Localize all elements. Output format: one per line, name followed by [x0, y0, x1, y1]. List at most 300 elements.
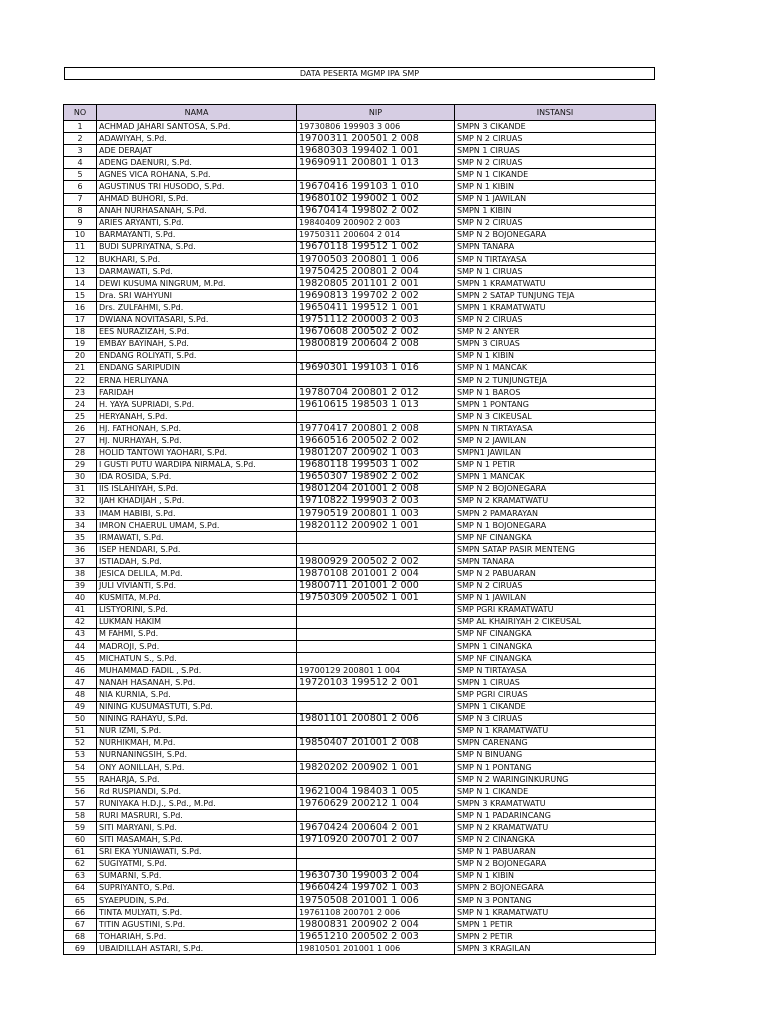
name-cell: MADROJI, S.Pd.	[97, 641, 297, 653]
nip-cell: 19720103 199512 2 001	[297, 677, 455, 689]
name-cell: DARMAWATI, S.Pd.	[97, 266, 297, 278]
nip-cell: 19650307 198902 2 002	[297, 471, 455, 483]
nip-cell	[297, 532, 455, 544]
nip-cell: 19680102 199002 1 002	[297, 193, 455, 205]
instansi-cell: SMP N 2 BOJONEGARA	[455, 858, 656, 870]
row-number-cell: 20	[64, 350, 97, 362]
nip-cell: 19780704 200801 2 012	[297, 387, 455, 399]
name-cell: TINTA MULYATI, S.Pd.	[97, 907, 297, 919]
instansi-cell: SMP N 2 BOJONEGARA	[455, 483, 656, 495]
name-cell: HOLID TANTOWI YAOHARI, S.Pd.	[97, 447, 297, 459]
row-number-cell: 32	[64, 495, 97, 507]
instansi-cell: SMP N 2 KRAMATWATU	[455, 822, 656, 834]
table-row	[64, 665, 656, 677]
table-row	[64, 798, 656, 810]
instansi-cell: SMP N 3 CIRUAS	[455, 713, 656, 725]
row-number-cell: 34	[64, 520, 97, 532]
row-number-cell: 59	[64, 822, 97, 834]
name-cell: NURHIKMAH, M.Pd.	[97, 737, 297, 749]
row-number-cell: 53	[64, 749, 97, 761]
row-number-cell: 36	[64, 544, 97, 556]
nip-cell	[297, 810, 455, 822]
name-cell: Dra. SRI WAHYUNI	[97, 290, 297, 302]
instansi-cell: SMP N 1 BOJONEGARA	[455, 520, 656, 532]
table-row	[64, 580, 656, 592]
table-row	[64, 145, 656, 157]
name-cell: SUGIYATMI, S.Pd.	[97, 858, 297, 870]
nip-cell: 19820112 200902 1 001	[297, 520, 455, 532]
row-number-cell: 51	[64, 725, 97, 737]
table-row	[64, 399, 656, 411]
table-row	[64, 181, 656, 193]
nip-cell: 19621004 198403 1 005	[297, 786, 455, 798]
row-number-cell: 1	[64, 121, 97, 133]
instansi-cell: SMPN 1 MANCAK	[455, 471, 656, 483]
nip-cell	[297, 350, 455, 362]
table-row	[64, 350, 656, 362]
instansi-cell: SMP N 2 CINANGKA	[455, 834, 656, 846]
table-row	[64, 749, 656, 761]
nip-cell: 19750311 200604 2 014	[297, 229, 455, 241]
instansi-cell: SMP N 2 CIRUAS	[455, 133, 656, 145]
name-cell: SITI MASAMAH, S.Pd.	[97, 834, 297, 846]
row-number-cell: 39	[64, 580, 97, 592]
instansi-cell: SMP N 1 KRAMATWATU	[455, 907, 656, 919]
table-row	[64, 870, 656, 882]
instansi-cell: SMP N 1 CIKANDE	[455, 786, 656, 798]
name-cell: ISTIADAH, S.Pd.	[97, 556, 297, 568]
nip-cell: 19610615 198503 1 013	[297, 399, 455, 411]
instansi-cell: SMP N 1 BAROS	[455, 387, 656, 399]
row-number-cell: 64	[64, 882, 97, 894]
table-row	[64, 205, 656, 217]
name-cell: TOHARIAH, S.Pd.	[97, 931, 297, 943]
instansi-cell: SMP N 1 JAWILAN	[455, 193, 656, 205]
nip-cell: 19750425 200801 2 004	[297, 266, 455, 278]
name-cell: MICHATUN S., S.Pd.	[97, 653, 297, 665]
row-number-cell: 40	[64, 592, 97, 604]
instansi-cell: SMP N 1 PADARINCANG	[455, 810, 656, 822]
nip-cell	[297, 858, 455, 870]
instansi-cell: SMP N 2 WARINGINKURUNG	[455, 774, 656, 786]
nip-cell	[297, 774, 455, 786]
row-number-cell: 47	[64, 677, 97, 689]
instansi-cell: SMP PGRI CIRUAS	[455, 689, 656, 701]
row-number-cell: 3	[64, 145, 97, 157]
row-number-cell: 55	[64, 774, 97, 786]
table-row	[64, 592, 656, 604]
instansi-cell: SMPN 3 CIKANDE	[455, 121, 656, 133]
instansi-cell: SMPN SATAP PASIR MENTENG	[455, 544, 656, 556]
instansi-cell: SMP N 1 PETIR	[455, 459, 656, 471]
nip-cell: 19800819 200604 2 008	[297, 338, 455, 350]
nip-cell: 19770417 200801 2 008	[297, 423, 455, 435]
name-cell: BUKHARI, S.Pd.	[97, 254, 297, 266]
nip-cell: 19670414 199802 2 002	[297, 205, 455, 217]
column-header-no: NO	[64, 105, 97, 121]
instansi-cell: SMPN TANARA	[455, 241, 656, 253]
table-row	[64, 508, 656, 520]
nip-cell: 19751112 200003 2 003	[297, 314, 455, 326]
name-cell: LUKMAN HAKIM	[97, 616, 297, 628]
table-row	[64, 822, 656, 834]
name-cell: BARMAYANTI, S.Pd.	[97, 229, 297, 241]
nip-cell: 19700311 200501 2 008	[297, 133, 455, 145]
name-cell: AGUSTINUS TRI HUSODO, S.Pd.	[97, 181, 297, 193]
nip-cell: 19801207 200902 1 003	[297, 447, 455, 459]
name-cell: AGNES VICA ROHANA, S.Pd.	[97, 169, 297, 181]
instansi-cell: SMP N 2 CIRUAS	[455, 314, 656, 326]
table-row	[64, 725, 656, 737]
table-row	[64, 532, 656, 544]
name-cell: ACHMAD JAHARI SANTOSA, S.Pd.	[97, 121, 297, 133]
nip-cell: 19670608 200502 2 002	[297, 326, 455, 338]
row-number-cell: 63	[64, 870, 97, 882]
name-cell: KUSMITA, M.Pd.	[97, 592, 297, 604]
instansi-cell: SMP N 2 CIRUAS	[455, 157, 656, 169]
name-cell: TITIN AGUSTINI, S.Pd.	[97, 919, 297, 931]
row-number-cell: 23	[64, 387, 97, 399]
table-row	[64, 133, 656, 145]
nip-cell: 19750309 200502 1 001	[297, 592, 455, 604]
document-title: DATA PESERTA MGMP IPA SMP	[64, 67, 655, 80]
row-number-cell: 67	[64, 919, 97, 931]
row-number-cell: 50	[64, 713, 97, 725]
row-number-cell: 43	[64, 628, 97, 640]
row-number-cell: 24	[64, 399, 97, 411]
table-row	[64, 701, 656, 713]
nip-cell	[297, 749, 455, 761]
instansi-cell: SMP N 2 BOJONEGARA	[455, 229, 656, 241]
table-row	[64, 121, 656, 133]
nip-cell	[297, 641, 455, 653]
nip-cell	[297, 411, 455, 423]
table-row	[64, 544, 656, 556]
row-number-cell: 4	[64, 157, 97, 169]
name-cell: ADAWIYAH, S.Pd.	[97, 133, 297, 145]
row-number-cell: 68	[64, 931, 97, 943]
name-cell: SUMARNI, S.Pd.	[97, 870, 297, 882]
nip-cell: 19670118 199512 1 002	[297, 241, 455, 253]
row-number-cell: 22	[64, 374, 97, 386]
instansi-cell: SMP NF CINANGKA	[455, 532, 656, 544]
table-row	[64, 786, 656, 798]
nip-cell: 19680118 199503 1 002	[297, 459, 455, 471]
row-number-cell: 19	[64, 338, 97, 350]
instansi-cell: SMP N 2 KRAMATWATU	[455, 495, 656, 507]
nip-cell: 19850407 201001 2 008	[297, 737, 455, 749]
participant-table	[63, 104, 656, 955]
name-cell: EES NURAZIZAH, S.Pd.	[97, 326, 297, 338]
name-cell: DEWI KUSUMA NINGRUM, M.Pd.	[97, 278, 297, 290]
table-row	[64, 556, 656, 568]
name-cell: I GUSTI PUTU WARDIPA NIRMALA, S.Pd.	[97, 459, 297, 471]
nip-cell	[297, 846, 455, 858]
nip-cell: 19651210 200502 2 003	[297, 931, 455, 943]
instansi-cell: SMPN1 JAWILAN	[455, 447, 656, 459]
instansi-cell: SMP N 3 CIKEUSAL	[455, 411, 656, 423]
instansi-cell: SMP N 2 TUNJUNGTEJA	[455, 374, 656, 386]
instansi-cell: SMP N 2 JAWILAN	[455, 435, 656, 447]
instansi-cell: SMP N 1 CIRUAS	[455, 266, 656, 278]
table-row	[64, 616, 656, 628]
row-number-cell: 21	[64, 362, 97, 374]
nip-cell: 19690301 199103 1 016	[297, 362, 455, 374]
row-number-cell: 65	[64, 895, 97, 907]
name-cell: DWIANA NOVITASARI, S.Pd.	[97, 314, 297, 326]
table-row	[64, 495, 656, 507]
name-cell: M FAHMI, S.Pd.	[97, 628, 297, 640]
row-number-cell: 69	[64, 943, 97, 955]
instansi-cell: SMPN 1 PETIR	[455, 919, 656, 931]
row-number-cell: 7	[64, 193, 97, 205]
nip-cell: 19670416 199103 1 010	[297, 181, 455, 193]
table-row	[64, 241, 656, 253]
table-row	[64, 931, 656, 943]
name-cell: EMBAY BAYINAH, S.Pd.	[97, 338, 297, 350]
row-number-cell: 46	[64, 665, 97, 677]
instansi-cell: SMP N BINUANG	[455, 749, 656, 761]
table-row	[64, 193, 656, 205]
name-cell: BUDI SUPRIYATNA, S.Pd.	[97, 241, 297, 253]
name-cell: MUHAMMAD FADIL , S.Pd.	[97, 665, 297, 677]
nip-cell	[297, 374, 455, 386]
name-cell: ADENG DAENURI, S.Pd.	[97, 157, 297, 169]
table-row	[64, 314, 656, 326]
nip-cell: 19710920 200701 2 007	[297, 834, 455, 846]
name-cell: IMRON CHAERUL UMAM, S.Pd.	[97, 520, 297, 532]
nip-cell: 19700503 200801 1 006	[297, 254, 455, 266]
name-cell: Drs. ZULFAHMI, S.Pd.	[97, 302, 297, 314]
table-row	[64, 689, 656, 701]
instansi-cell: SMPN 1 PONTANG	[455, 399, 656, 411]
nip-cell	[297, 604, 455, 616]
table-row	[64, 858, 656, 870]
nip-cell: 19761108 200701 2 006	[297, 907, 455, 919]
nip-cell	[297, 616, 455, 628]
nip-cell: 19820202 200902 1 001	[297, 761, 455, 773]
row-number-cell: 48	[64, 689, 97, 701]
nip-cell: 19800711 201001 2 000	[297, 580, 455, 592]
row-number-cell: 62	[64, 858, 97, 870]
table-row	[64, 229, 656, 241]
column-header-nama: NAMA	[97, 105, 297, 121]
row-number-cell: 37	[64, 556, 97, 568]
instansi-cell: SMPN 1 KIBIN	[455, 205, 656, 217]
table-row	[64, 641, 656, 653]
row-number-cell: 31	[64, 483, 97, 495]
nip-cell	[297, 544, 455, 556]
row-number-cell: 26	[64, 423, 97, 435]
name-cell: JESICA DELILA, M.Pd.	[97, 568, 297, 580]
instansi-cell: SMPN 2 PETIR	[455, 931, 656, 943]
instansi-cell: SMP N TIRTAYASA	[455, 254, 656, 266]
row-number-cell: 56	[64, 786, 97, 798]
table-row	[64, 411, 656, 423]
instansi-cell: SMPN 2 PAMARAYAN	[455, 508, 656, 520]
instansi-cell: SMP N 2 CIRUAS	[455, 217, 656, 229]
row-number-cell: 45	[64, 653, 97, 665]
table-row	[64, 338, 656, 350]
nip-cell: 19870108 201001 2 004	[297, 568, 455, 580]
name-cell: ENDANG ROLIYATI, S.Pd.	[97, 350, 297, 362]
table-row	[64, 604, 656, 616]
instansi-cell: SMP N 2 CIRUAS	[455, 580, 656, 592]
table-row	[64, 677, 656, 689]
instansi-cell: SMP N 1 KIBIN	[455, 870, 656, 882]
nip-cell: 19820805 201101 2 001	[297, 278, 455, 290]
row-number-cell: 9	[64, 217, 97, 229]
table-row	[64, 387, 656, 399]
row-number-cell: 60	[64, 834, 97, 846]
row-number-cell: 18	[64, 326, 97, 338]
table-row	[64, 374, 656, 386]
name-cell: SUPRIYANTO, S.Pd.	[97, 882, 297, 894]
row-number-cell: 13	[64, 266, 97, 278]
instansi-cell: SMP N 1 PONTANG	[455, 761, 656, 773]
nip-cell: 19800929 200502 2 002	[297, 556, 455, 568]
instansi-cell: SMPN N TIRTAYASA	[455, 423, 656, 435]
instansi-cell: SMPN 1 CIKANDE	[455, 701, 656, 713]
nip-cell	[297, 169, 455, 181]
name-cell: SITI MARYANI, S.Pd.	[97, 822, 297, 834]
table-row	[64, 254, 656, 266]
nip-cell: 19710822 199903 2 003	[297, 495, 455, 507]
name-cell: JULI VIVIANTI, S.Pd.	[97, 580, 297, 592]
table-row	[64, 302, 656, 314]
column-header-nip: NIP	[297, 105, 455, 121]
table-row	[64, 326, 656, 338]
name-cell: NURNANINGSIH, S.Pd.	[97, 749, 297, 761]
name-cell: H. YAYA SUPRIADI, S.Pd.	[97, 399, 297, 411]
row-number-cell: 12	[64, 254, 97, 266]
nip-cell: 19801101 200801 2 006	[297, 713, 455, 725]
nip-cell	[297, 701, 455, 713]
name-cell: AHMAD BUHORI, S.Pd.	[97, 193, 297, 205]
name-cell: NIA KURNIA, S.Pd.	[97, 689, 297, 701]
nip-cell: 19810501 201001 1 006	[297, 943, 455, 955]
row-number-cell: 30	[64, 471, 97, 483]
name-cell: ARIES ARYANTI, S.Pd.	[97, 217, 297, 229]
table-row	[64, 943, 656, 955]
instansi-cell: SMP NF CINANGKA	[455, 628, 656, 640]
nip-cell: 19800831 200902 2 004	[297, 919, 455, 931]
nip-cell: 19840409 200902 2 003	[297, 217, 455, 229]
instansi-cell: SMPN 1 CINANGKA	[455, 641, 656, 653]
row-number-cell: 35	[64, 532, 97, 544]
instansi-cell: SMPN CARENANG	[455, 737, 656, 749]
nip-cell: 19760629 200212 1 004	[297, 798, 455, 810]
instansi-cell: SMP NF CINANGKA	[455, 653, 656, 665]
nip-cell	[297, 725, 455, 737]
row-number-cell: 44	[64, 641, 97, 653]
table-row	[64, 628, 656, 640]
row-number-cell: 41	[64, 604, 97, 616]
nip-cell: 19670424 200604 2 001	[297, 822, 455, 834]
name-cell: IDA ROSIDA, S.Pd.	[97, 471, 297, 483]
table-row	[64, 362, 656, 374]
table-row	[64, 483, 656, 495]
name-cell: NANAH HASANAH, S.Pd.	[97, 677, 297, 689]
name-cell: HERYANAH, S.Pd.	[97, 411, 297, 423]
nip-cell	[297, 628, 455, 640]
name-cell: SRI EKA YUNIAWATI, S.Pd.	[97, 846, 297, 858]
instansi-cell: SMP N 3 PONTANG	[455, 895, 656, 907]
row-number-cell: 33	[64, 508, 97, 520]
table-row	[64, 266, 656, 278]
nip-cell: 19750508 201001 1 006	[297, 895, 455, 907]
name-cell: HJ. NURHAYAH, S.Pd.	[97, 435, 297, 447]
instansi-cell: SMP N 1 PABUARAN	[455, 846, 656, 858]
instansi-cell: SMP N 1 KIBIN	[455, 350, 656, 362]
row-number-cell: 17	[64, 314, 97, 326]
instansi-cell: SMP N 1 MANCAK	[455, 362, 656, 374]
instansi-cell: SMP N 1 KRAMATWATU	[455, 725, 656, 737]
instansi-cell: SMPN 2 BOJONEGARA	[455, 882, 656, 894]
table-row	[64, 834, 656, 846]
table-row	[64, 423, 656, 435]
table-row	[64, 761, 656, 773]
instansi-cell: SMPN 1 KRAMATWATU	[455, 278, 656, 290]
nip-cell: 19660424 199702 1 003	[297, 882, 455, 894]
row-number-cell: 27	[64, 435, 97, 447]
table-row	[64, 774, 656, 786]
table-row	[64, 447, 656, 459]
table-body	[64, 121, 656, 955]
table-row	[64, 907, 656, 919]
row-number-cell: 49	[64, 701, 97, 713]
name-cell: RURI MASRURI, S.Pd.	[97, 810, 297, 822]
nip-cell: 19801204 201001 2 008	[297, 483, 455, 495]
nip-cell: 19650411 199512 1 001	[297, 302, 455, 314]
row-number-cell: 58	[64, 810, 97, 822]
instansi-cell: SMP N 1 KIBIN	[455, 181, 656, 193]
table-row	[64, 882, 656, 894]
name-cell: HJ. FATHONAH, S.Pd.	[97, 423, 297, 435]
instansi-cell: SMPN 1 KRAMATWATU	[455, 302, 656, 314]
row-number-cell: 10	[64, 229, 97, 241]
row-number-cell: 11	[64, 241, 97, 253]
row-number-cell: 54	[64, 761, 97, 773]
table-row	[64, 435, 656, 447]
instansi-cell: SMP N 2 ANYER	[455, 326, 656, 338]
nip-cell: 19730806 199903 3 006	[297, 121, 455, 133]
instansi-cell: SMP PGRI KRAMATWATU	[455, 604, 656, 616]
nip-cell: 19680303 199402 1 001	[297, 145, 455, 157]
table-row	[64, 217, 656, 229]
row-number-cell: 38	[64, 568, 97, 580]
table-row	[64, 810, 656, 822]
table-row	[64, 737, 656, 749]
name-cell: ERNA HERLIYANA	[97, 374, 297, 386]
nip-cell	[297, 653, 455, 665]
row-number-cell: 14	[64, 278, 97, 290]
instansi-cell: SMP N 2 PABUARAN	[455, 568, 656, 580]
row-number-cell: 29	[64, 459, 97, 471]
row-number-cell: 25	[64, 411, 97, 423]
table-row	[64, 471, 656, 483]
name-cell: RAHARJA, S.Pd.	[97, 774, 297, 786]
column-header-instansi: INSTANSI	[455, 105, 656, 121]
table-row	[64, 278, 656, 290]
name-cell: IMAM HABIBI, S.Pd.	[97, 508, 297, 520]
name-cell: NINING RAHAYU, S.Pd.	[97, 713, 297, 725]
table-row	[64, 459, 656, 471]
instansi-cell: SMPN 1 CIRUAS	[455, 145, 656, 157]
table-row	[64, 290, 656, 302]
name-cell: ONY AONILLAH, S.Pd.	[97, 761, 297, 773]
name-cell: IJAH KHADIJAH , S.Pd.	[97, 495, 297, 507]
